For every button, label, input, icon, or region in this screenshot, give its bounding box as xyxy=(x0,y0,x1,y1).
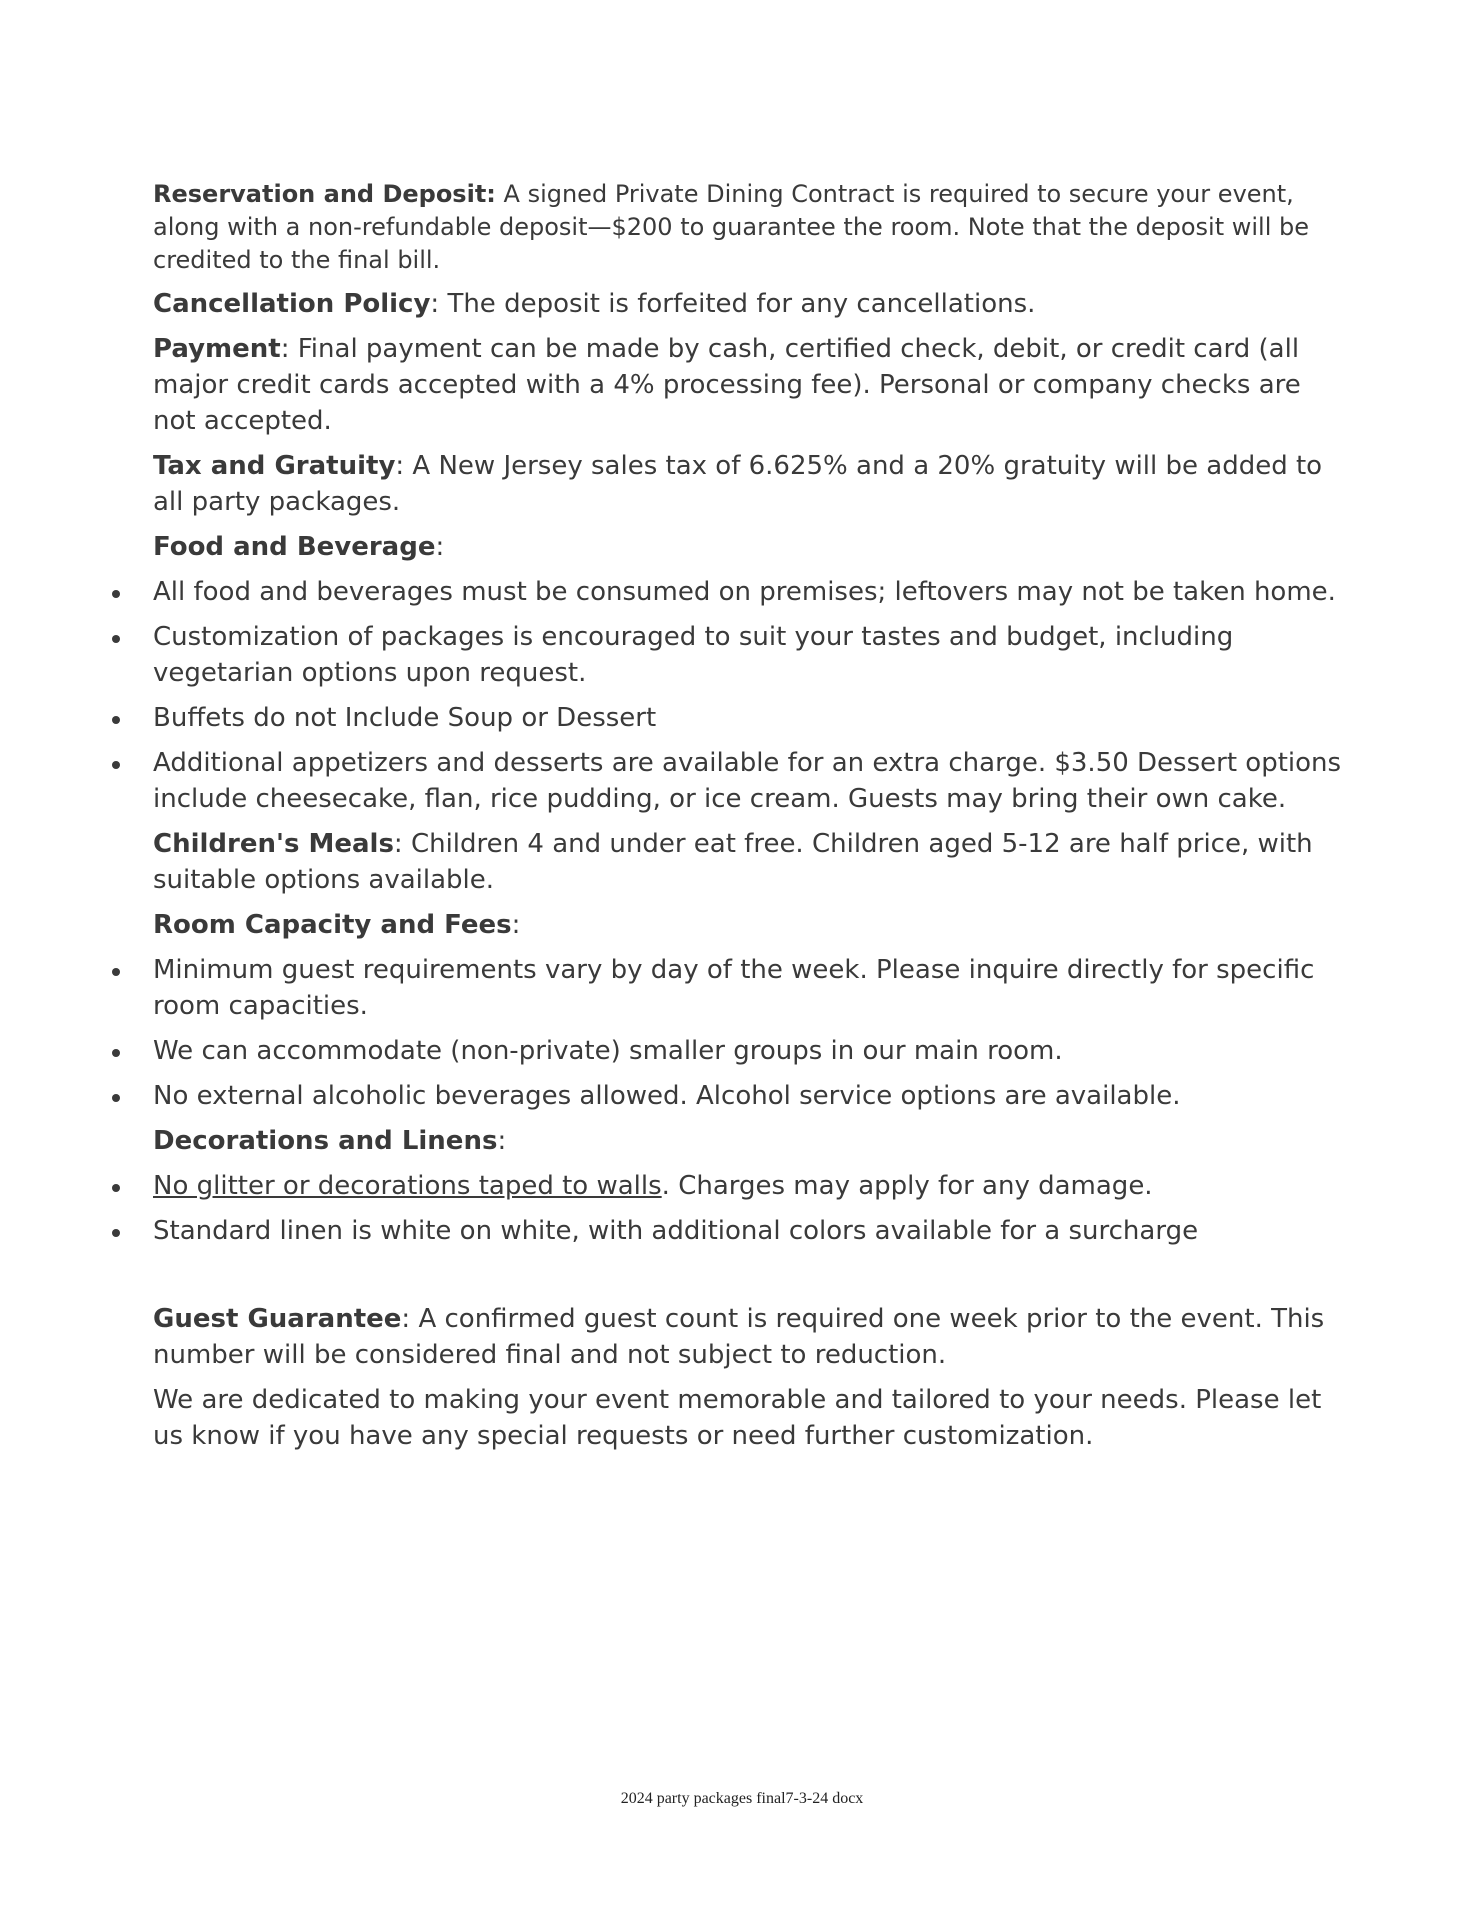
cancellation-heading: Cancellation Policy xyxy=(153,289,431,319)
room-list xyxy=(153,952,1343,1114)
children-text: : Children 4 and under eat free. Children aged 5-12 are half price, with suitable options available. xyxy=(153,829,1313,895)
children-paragraph xyxy=(153,826,1343,898)
decorations-heading: Decorations and Linens xyxy=(153,1126,498,1156)
spacer xyxy=(153,1258,1343,1301)
decorations-underlined-text: No glitter or decorations taped to walls xyxy=(153,1171,662,1201)
list-item: We can accommodate (non-private) smaller groups in our main room. xyxy=(153,1033,1343,1069)
tax-text: : A New Jersey sales tax of 6.625% and a 20% gratuity will be added to all party packages. xyxy=(153,451,1323,517)
decorations-heading-suffix: : xyxy=(497,1126,507,1156)
payment-paragraph xyxy=(153,331,1343,439)
food-heading-line xyxy=(153,529,1343,565)
cancellation-paragraph xyxy=(153,286,1343,322)
list-item: Minimum guest requirements vary by day of the week. Please inquire directly for specific room capacities. xyxy=(153,952,1343,1024)
cancellation-text: : The deposit is forfeited for any cancellations. xyxy=(430,289,1036,319)
list-item: All food and beverages must be consumed on premises; leftovers may not be taken home. xyxy=(153,574,1343,610)
food-heading: Food and Beverage xyxy=(153,532,436,562)
list-item: Buffets do not Include Soup or Dessert xyxy=(153,700,1343,736)
reservation-paragraph xyxy=(153,178,1343,277)
guarantee-text: : A confirmed guest count is required one week prior to the event. This number will be considered final and not subject to reduction. xyxy=(153,1304,1325,1370)
tax-heading: Tax and Gratuity xyxy=(153,451,396,481)
room-heading-suffix: : xyxy=(511,910,521,940)
decorations-heading-line xyxy=(153,1123,1343,1159)
reservation-heading: Reservation and Deposit: xyxy=(153,180,496,208)
guarantee-heading: Guest Guarantee xyxy=(153,1304,402,1334)
list-item xyxy=(153,1168,1343,1204)
reservation-text: A signed Private Dining Contract is required to secure your event, along with a non-refundable deposit—$200 to guarantee the room. Note that the deposit will be credited to the final bill. xyxy=(153,180,1310,274)
children-heading: Children's Meals xyxy=(153,829,394,859)
tax-paragraph xyxy=(153,448,1343,520)
payment-text: : Final payment can be made by cash, certified check, debit, or credit card (all major credit cards accepted with a 4% processing fee). Personal or company checks are not accepted. xyxy=(153,334,1301,436)
closing-paragraph: We are dedicated to making your event memorable and tailored to your needs. Please let us know if you have any special requests or need further customization. xyxy=(153,1385,1322,1451)
room-heading-line xyxy=(153,907,1343,943)
page-footer: 2024 party packages final7-3-24 docx xyxy=(620,1790,864,1807)
food-list xyxy=(153,574,1343,817)
payment-heading: Payment xyxy=(153,334,281,364)
document-body xyxy=(153,178,1343,1463)
list-item: Customization of packages is encouraged to suit your tastes and budget, including vegetarian options upon request. xyxy=(153,619,1343,691)
guarantee-paragraph xyxy=(153,1301,1343,1373)
food-heading-suffix: : xyxy=(435,532,445,562)
list-item: Standard linen is white on white, with additional colors available for a surcharge xyxy=(153,1213,1343,1249)
decorations-item1-rest: . Charges may apply for any damage. xyxy=(661,1171,1153,1201)
room-heading: Room Capacity and Fees xyxy=(153,910,512,940)
decorations-list xyxy=(153,1168,1343,1249)
list-item: No external alcoholic beverages allowed. Alcohol service options are available. xyxy=(153,1078,1343,1114)
list-item: Additional appetizers and desserts are available for an extra charge. $3.50 Dessert options include cheesecake, flan, rice pudding, or ice cream. Guests may bring their own cake. xyxy=(153,745,1343,817)
